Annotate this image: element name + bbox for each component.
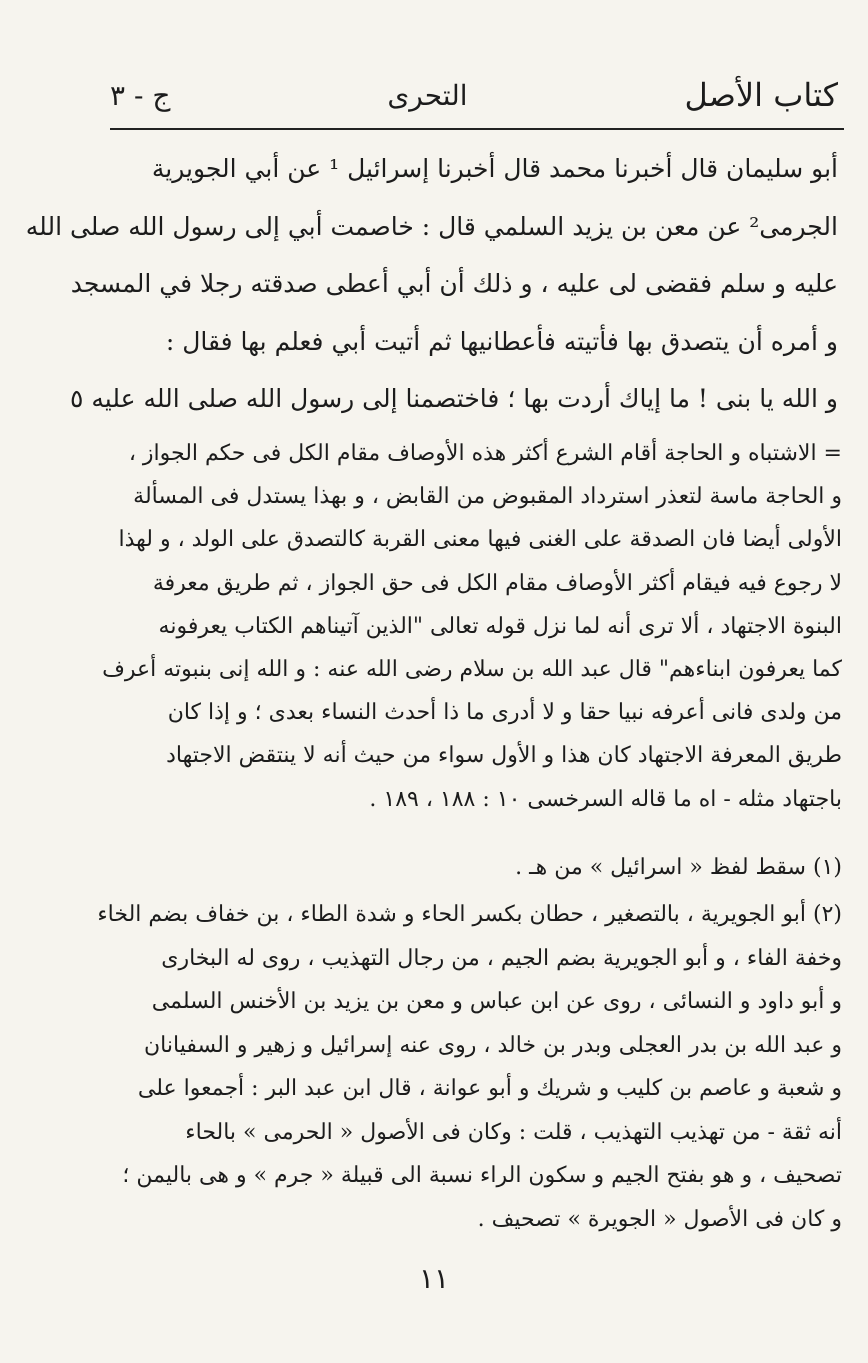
- footnote-line: أنه ثقة - من تهذيب التهذيب ، قلت : وكان فى الأصول « الحرمى » بالحاء: [185, 1119, 842, 1145]
- commentary-line: باجتهاد مثله - اه ما قاله السرخسى ١٠ : ١٨٨ ، ١٨٩ .: [369, 786, 842, 812]
- main-text: [25, 140, 838, 428]
- main-line: و أمره أن يتصدق بها فأتيته فأعطانيها ثم أتيت أبي فعلم بها فقال :: [165, 326, 838, 356]
- main-line: و الله يا بنى ! ما إياك أردت بها ؛ فاختصمنا إلى رسول الله صلى الله عليه ٥: [69, 384, 838, 413]
- commentary-line: كما يعرفون ابناءهم" قال عبد الله بن سلام رضى الله عنه : و الله إنى بنبوته أعرف: [102, 657, 842, 683]
- footnote-line: (٢) أبو الجويرية ، بالتصغير ، حطان بكسر الحاء و شدة الطاء ، بن خفاف بضم الخاء: [97, 902, 842, 927]
- footnote-line: وخفة الفاء ، و أبو الجويرية بضم الجيم ، من رجال التهذيب ، روى له البخارى: [161, 945, 842, 971]
- footnote-1: [120, 846, 842, 890]
- footnote-line: و أبو داود و النسائى ، روى عن ابن عباس و معن بن يزيد بن الأخنس السلمى: [151, 989, 842, 1014]
- commentary-block: [102, 432, 842, 821]
- footnote-line: (١) سقط لفظ « اسرائيل » من هـ .: [515, 855, 842, 880]
- commentary-line: = الاشتباه و الحاجة أقام الشرع أكثر هذه الأوصاف مقام الكل فى حكم الجواز ،: [128, 441, 842, 466]
- commentary-line: البنوة الاجتهاد ، ألا ترى أنه لما نزل قوله تعالى "الذين آتيناهم الكتاب يعرفونه: [158, 613, 842, 639]
- commentary-line: طريق المعرفة الاجتهاد كان هذا و الأول سواء من حيث أنه لا ينتقض الاجتهاد: [166, 743, 842, 769]
- commentary-line: و الحاجة ماسة لتعذر استرداد المقبوض من القابض ، و بهذا يستدل فى المسألة: [133, 484, 842, 510]
- footnote-line: و عبد الله بن بدر العجلى وبدر بن خالد ، روى عنه إسرائيل و زهير و السفيانان: [144, 1032, 842, 1058]
- header-rule: [110, 128, 844, 130]
- commentary-line: من ولدى فانى أعرفه نبيا حقا و لا أدرى ما ذا أحدث النساء بعدى ؛ و إذا كان: [167, 700, 842, 726]
- commentary-line: لا رجوع فيه فيقام أكثر الأوصاف مقام الكل فى حق الجواز ، ثم طريق معرفة: [152, 570, 842, 596]
- page-number: ١١: [418, 1262, 450, 1295]
- footnote-2: [97, 893, 842, 1241]
- volume-number: ج - ٣: [110, 78, 171, 112]
- main-line: أبو سليمان قال أخبرنا محمد قال أخبرنا إسرائيل ¹ عن أبي الجويرية: [151, 154, 838, 183]
- footnote-line: و شعبة و عاصم بن كليب و شريك و أبو عوانة ، قال ابن عبد البر : أجمعوا على: [137, 1076, 842, 1101]
- footnote-line: و كان فى الأصول « الجويرة » تصحيف .: [477, 1206, 842, 1232]
- section-title: التحرى: [387, 78, 468, 112]
- main-line: عليه و سلم فقضى لى عليه ، و ذلك أن أبي أعطى صدقته رجلا في المسجد: [70, 269, 838, 298]
- commentary-line: الأولى أيضا فان الصدقة على الغنى فيها معنى القربة كالتصدق على الولد ، و لهذا: [118, 527, 842, 553]
- footnote-line: تصحيف ، و هو بفتح الجيم و سكون الراء نسبة الى قبيلة « جرم » و هى باليمن ؛: [122, 1163, 842, 1188]
- book-title: كتاب الأصل: [684, 76, 838, 114]
- main-line: الجرمى² عن معن بن يزيد السلمي قال : خاصمت أبي إلى رسول الله صلى الله: [25, 211, 838, 241]
- running-header: [110, 66, 838, 124]
